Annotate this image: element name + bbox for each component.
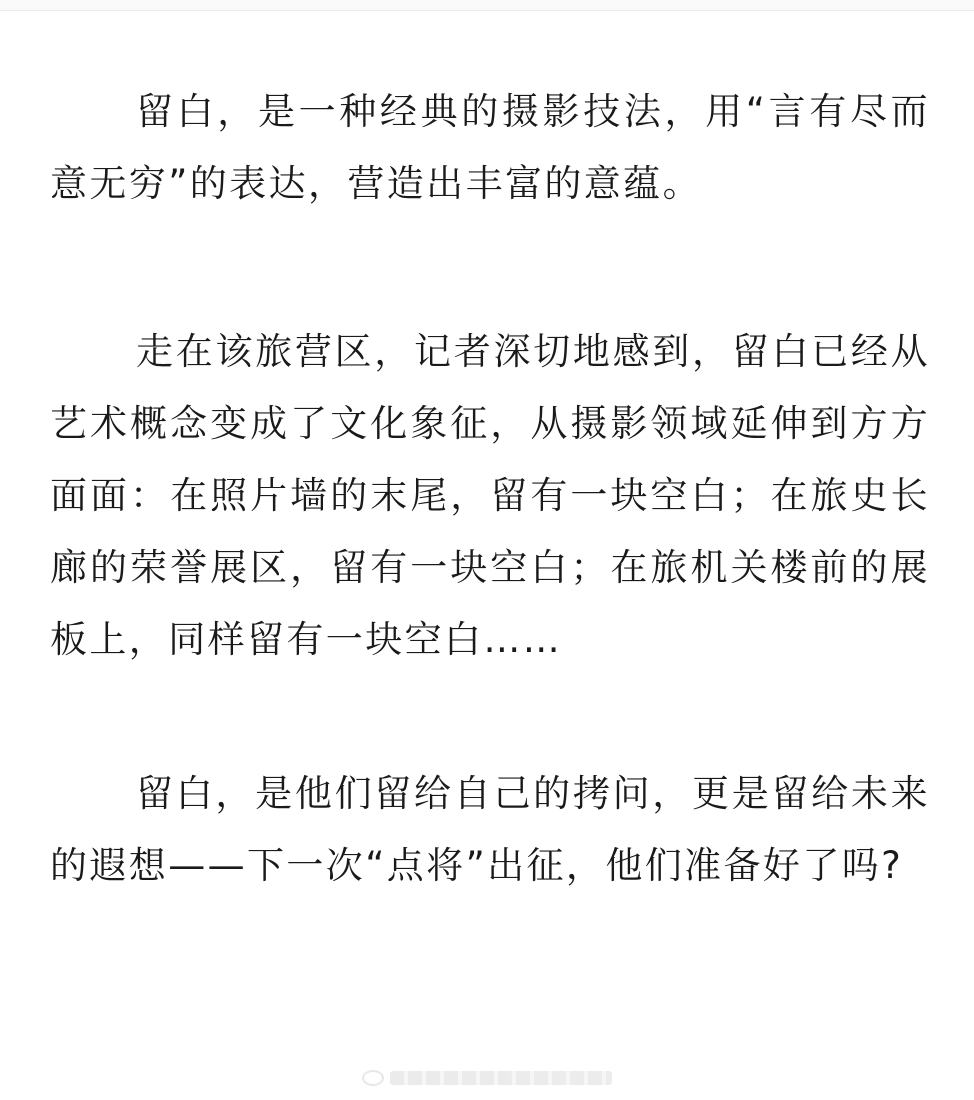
weibo-logo-icon: [362, 1070, 384, 1086]
source-watermark: [362, 1068, 612, 1088]
article-paragraph: 走在该旅营区，记者深切地感到，留白已经从艺术概念变成了文化象征，从摄影领域延伸到方方面面：在照片墙的末尾，留有一块空白；在旅史长廊的荣誉展区，留有一块空白；在旅机关楼前的展板上，同样留有一块空白……: [50, 330, 930, 661]
watermark-text: [390, 1071, 612, 1085]
article-body: [50, 76, 930, 902]
article-paragraph: 留白，是他们留给自己的拷问，更是留给未来的遐想——下一次“点将”出征，他们准备好了吗?: [50, 772, 930, 887]
article-paragraph: 留白，是一种经典的摄影技法，用“言有尽而意无穷”的表达，营造出丰富的意蕴。: [50, 90, 930, 205]
top-divider: [0, 0, 974, 11]
